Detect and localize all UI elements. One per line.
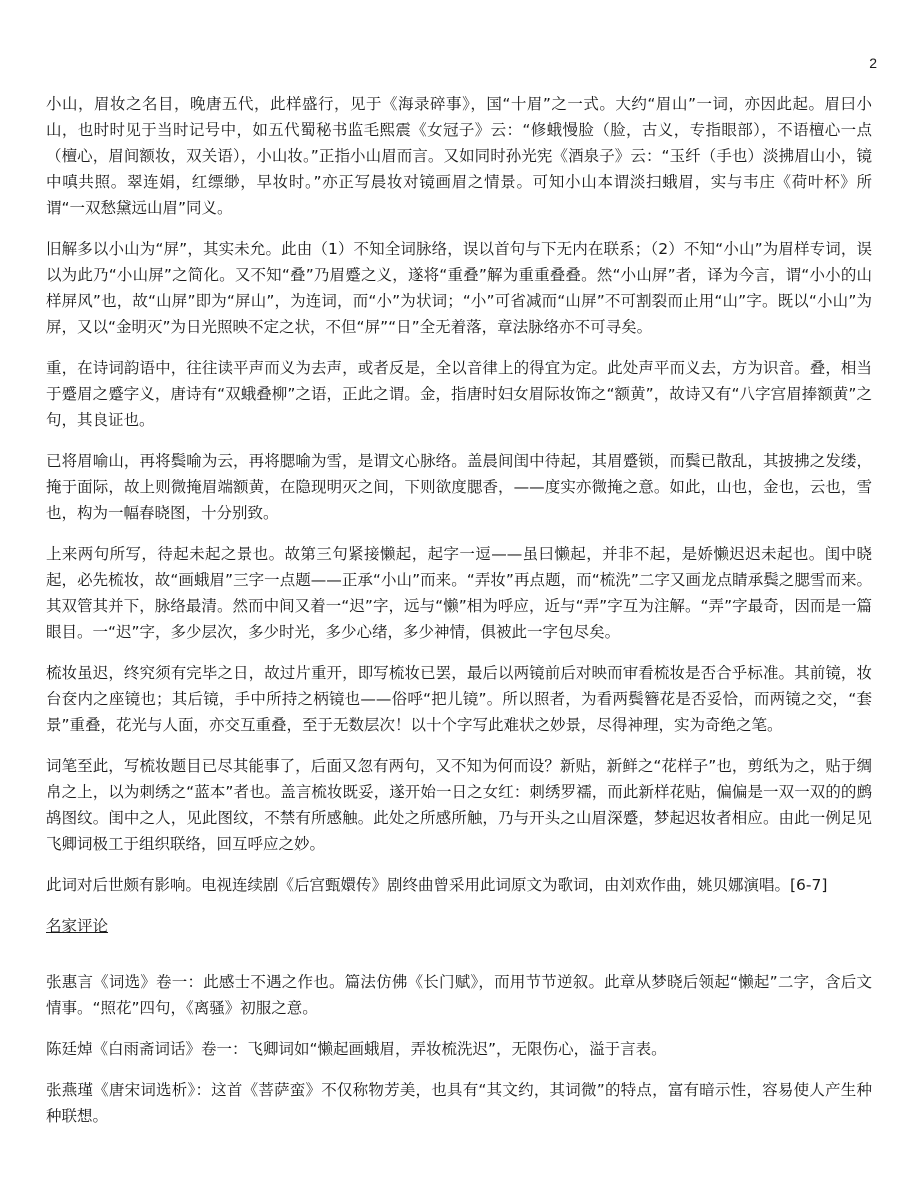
- paragraph-embroidery: 词笔至此，写梳妆题目已尽其能事了，后面又忽有两句，又不知为何而设？新贴，新鲜之“花样子”也，剪纸为之，贴于绸帛之上，以为刺绣之“蓝本”者也。盖言梳妆既妥，遂开始一日之女红：刺绣罗襦，而此新样花贴，偏偏是一双一双的的鹧鸪图纹。闺中之人，见此图纹，不禁有所感触。此处之所感所触，乃与开头之山眉深蹙，梦起迟妆者相应。由此一例足见飞卿词极工于组织联络，回互呼应之妙。: [46, 757, 872, 853]
- paragraph-mirrors: 梳妆虽迟，终究须有完毕之日，故过片重开，即写梳妆已罢，最后以两镜前后对映而审看梳妆是否合乎标准。其前镜，妆台奁内之座镜也；其后镜，手中所持之柄镜也——俗呼“把儿镜”。所以照者，为看两鬓簪花是否妥恰，而两镜之交，“套景”重叠，花光与人面，亦交互重叠，至于无数层次！以十个字写此难状之妙景，尽得神理，实为奇绝之笔。: [46, 664, 872, 734]
- paragraph-metaphor: 已将眉喻山，再将鬓喻为云，再将腮喻为雪，是谓文心脉络。盖晨间闺中待起，其眉蹙锁，而鬓已散乱，其披拂之发缕，掩于面际，故上则微掩眉端额黄，在隐现明灭之间，下则欲度腮香，——度实亦微掩之意。如此，山也，金也，云也，雪也，构为一幅春晓图，十分别致。: [46, 452, 872, 522]
- document-body: [46, 91, 872, 1144]
- page-number: 2: [869, 55, 877, 71]
- paragraph-commentary-zhang-huiyan: 张惠言《词选》卷一：此感士不遇之作也。篇法仿佛《长门赋》，而用节节逆叙。此章从梦晓后领起“懒起”二字，含后文情事。“照花”四句，《离骚》初服之意。: [46, 973, 872, 1017]
- paragraph-chong-die: 重，在诗词韵语中，往往读平声而义为去声，或者反是，全以音律上的得宜为定。此处声平而义去，方为识音。叠，相当于蹙眉之蹙字义，唐诗有“双蛾叠柳”之语，正此之谓。金，指唐时妇女眉际妆饰之“额黄”，故诗又有“八字宫眉捧额黄”之句，其良证也。: [46, 359, 872, 429]
- paragraph-commentary-chen-tingzhuo: 陈廷焯《白雨斋词话》卷一：飞卿词如“懒起画蛾眉，弄妆梳洗迟”，无限伤心，溢于言表。: [46, 1040, 667, 1058]
- paragraph-xiaoshan: 小山，眉妆之名目，晚唐五代，此样盛行，见于《海录碎事》，国“十眉”之一式。大约“眉山”一词，亦因此起。眉曰小山，也时时见于当时记号中，如五代蜀秘书监毛熙震《女冠子》云：“修蛾慢脸（脸，古义，专指眼部），不语檀心一点（檀心，眉间额妆，双关语），小山妆。”正指小山眉而言。又如同时孙光宪《酒泉子》云：“玉纤（手也）淡拂眉山小，镜中嗔共照。翠连娟，红缥缈，早妆时。”亦正写晨妆对镜画眉之情景。可知小山本谓淡扫蛾眉，实与韦庄《荷叶杯》所谓“一双愁黛远山眉”同义。: [46, 95, 872, 217]
- paragraph-lanqi: 上来两句所写，待起未起之景也。故第三句紧接懒起，起字一逗——虽曰懒起，并非不起，是娇懒迟迟未起也。闺中晓起，必先梳妆，故“画蛾眉”三字一点题——正承“小山”而来。“弄妆”再点题，而“梳洗”二字又画龙点睛承鬓之腮雪而来。其双管其并下，脉络最清。然而中间又着一“迟”字，远与“懒”相为呼应，近与“弄”字互为注解。“弄”字最奇，因而是一篇眼目。一“迟”字，多少层次，多少时光，多少心绪，多少神情，俱被此一字包尽矣。: [46, 545, 872, 641]
- section-heading-commentary: 名家评论: [46, 917, 109, 935]
- paragraph-influence: 此词对后世颇有影响。电视连续剧《后宫甄嬛传》剧终曲曾采用此词原文为歌词，由刘欢作曲，姚贝娜演唱。[6-7]: [46, 876, 828, 894]
- paragraph-commentary-zhang-yanjin: 张燕瑾《唐宋词选析》：这首《菩萨蛮》不仅称物芳美，也具有“其文约，其词微”的特点，富有暗示性，容易使人产生种种联想。: [46, 1081, 872, 1125]
- paragraph-old-interpretation: 旧解多以小山为“屏”，其实未允。此由（1）不知全词脉络，误以首句与下无内在联系；（2）不知“小山”为眉样专词，误以为此乃“小山屏”之简化。又不知“叠”乃眉蹙之义，遂将“重叠”解为重重叠叠。然“小山屏”者，译为今言，谓“小小的山样屏风”也，故“山屏”即为“屏山”，为连词，而“小”为状词；“小”可省减而“山屏”不可割裂而止用“山”字。既以“小山”为屏，又以“金明灭”为日光照映不定之状，不但“屏”“日”全无着落，章法脉络亦不可寻矣。: [46, 240, 872, 336]
